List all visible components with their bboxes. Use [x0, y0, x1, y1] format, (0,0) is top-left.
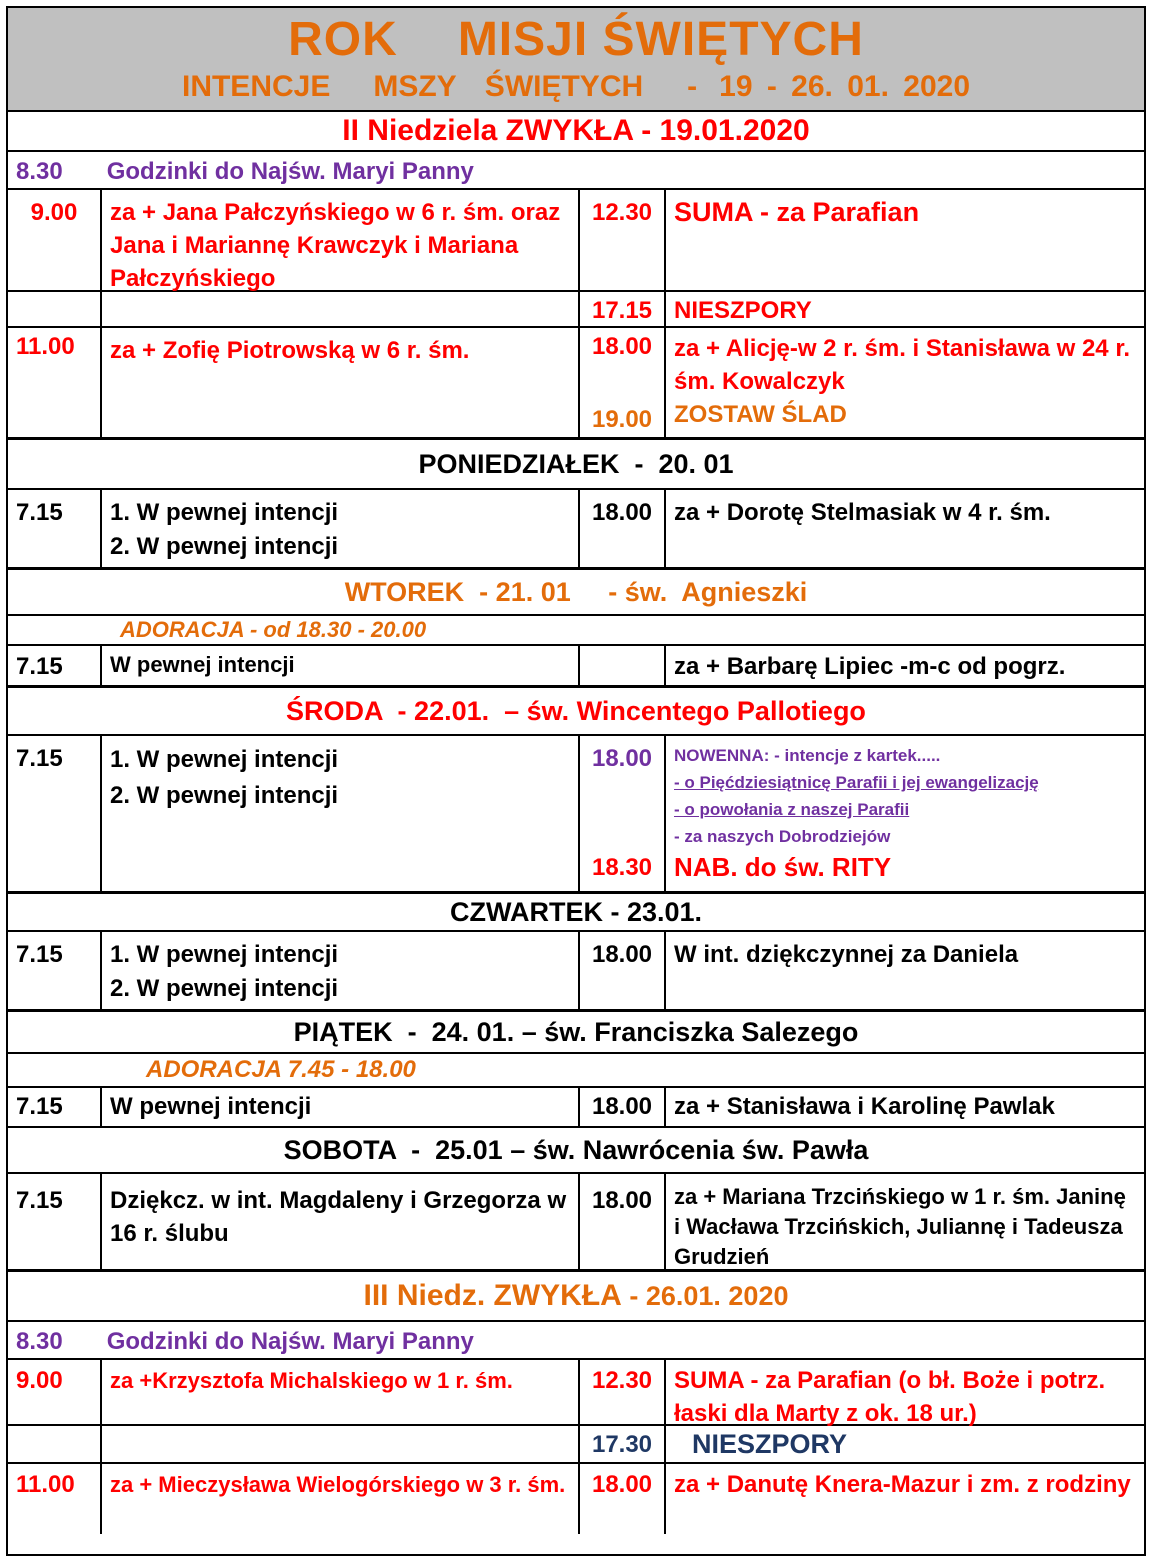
mass-intention: za + Alicję-w 2 r. śm. i Stanisława w 24 r. śm. Kowalczyk	[674, 335, 1130, 395]
mass-time: 8.30	[16, 158, 63, 185]
page-title	[8, 12, 1144, 67]
mass-time: 11.00	[16, 1471, 75, 1498]
mass-intention: W pewnej intencji	[100, 1088, 578, 1126]
page-header	[8, 8, 1144, 112]
empty-cell	[578, 646, 664, 685]
mass-time: 7.15	[16, 1093, 63, 1120]
mass-row	[8, 1360, 1144, 1426]
subtitle-intencje: INTENCJE MSZY ŚWIĘTYCH	[181, 70, 644, 103]
godzinki-text: Godzinki do Najśw. Maryi Panny	[106, 158, 474, 185]
subtitle-dates: 19 - 26. 01. 2020	[719, 70, 971, 103]
mass-row	[8, 328, 1144, 440]
godzinki-text: Godzinki do Najśw. Maryi Panny	[106, 1328, 474, 1355]
empty-cell	[100, 1426, 578, 1462]
novena-item: - o powołania z naszej Parafii	[674, 800, 910, 819]
godzinki-line	[8, 152, 1144, 188]
intention-stack	[664, 736, 1144, 891]
mass-row	[8, 932, 1144, 1012]
day-title: SOBOTA - 25.01 – św. Nawrócenia św. Pawła	[283, 1135, 869, 1165]
intention-stack	[100, 932, 578, 1009]
day-date: - 26.01. 2020	[621, 1281, 789, 1311]
mass-intention: SUMA - za Parafian (o bł. Boże i potrz. łaski dla Marty z ok. 18 ur.)	[664, 1360, 1144, 1424]
mass-time: 7.15	[16, 1187, 63, 1214]
mass-intention: za + Jana Pałczyńskiego w 6 r. śm. oraz Jana i Mariannę Krawczyk i Mariana Pałczyńskiego	[100, 190, 578, 290]
mass-time: 17.15	[578, 292, 664, 326]
day-heading-saturday	[8, 1128, 1144, 1174]
mass-intention: SUMA - za Parafian	[664, 190, 1144, 290]
day-heading-thursday	[8, 894, 1144, 932]
day-title: III Niedz. ZWYKŁA	[363, 1279, 622, 1312]
mass-time: 7.15	[16, 499, 63, 526]
day-title: ŚRODA - 22.01. – św. Wincentego Pallotiego	[286, 696, 866, 726]
godzinki-row-1	[8, 152, 1144, 190]
page-subtitle	[8, 70, 1144, 104]
godzinki-row-2	[8, 1322, 1144, 1360]
mass-intention: za + Mieczysława Wielogórskiego w 3 r. śm.	[100, 1464, 578, 1534]
intentions-sheet	[6, 6, 1146, 1556]
intention-stack	[100, 490, 578, 567]
day-title: WTOREK - 21. 01 - św. Agnieszki	[344, 577, 808, 607]
mass-time: 19.00	[591, 406, 653, 433]
empty-cell	[8, 1426, 100, 1462]
mass-intention: W pewnej intencji	[100, 646, 578, 685]
mass-intention: za + Stanisława i Karolinę Pawlak	[664, 1088, 1144, 1126]
mass-time: 18.30	[591, 854, 653, 881]
day-heading-sunday-2	[8, 1272, 1144, 1322]
mass-time: 9.00	[30, 199, 78, 226]
day-title: PIĄTEK - 24. 01. – św. Franciszka Salezego	[293, 1017, 859, 1047]
day-title: II Niedziela ZWYKŁA - 19.01.2020	[342, 114, 810, 147]
mass-intention: NIESZPORY	[664, 292, 1144, 326]
adoration-note: ADORACJA 7.45 - 18.00	[146, 1056, 416, 1083]
mass-time: 18.00	[578, 932, 664, 1009]
day-heading-sunday-1	[8, 112, 1144, 152]
mass-time: 18.00	[591, 745, 653, 772]
time-stack	[578, 736, 664, 891]
subtitle-dash: -	[687, 70, 698, 103]
mass-time: 7.15	[16, 941, 63, 968]
mass-intention: za + Danutę Knera-Mazur i zm. z rodziny	[664, 1464, 1144, 1534]
mass-intention: 2. W pewnej intencji	[110, 533, 339, 560]
day-heading-wednesday	[8, 688, 1144, 736]
mass-intention: za +Krzysztofa Michalskiego w 1 r. śm.	[100, 1360, 578, 1424]
mass-intention: za + Dorotę Stelmasiak w 4 r. śm.	[664, 490, 1144, 567]
mass-time: 9.00	[16, 1367, 63, 1394]
time-stack	[578, 328, 664, 437]
day-title: CZWARTEK - 23.01.	[449, 897, 703, 927]
mass-time: 8.30	[16, 1328, 63, 1355]
mass-time: 17.30	[578, 1426, 664, 1462]
mass-row	[8, 292, 1144, 328]
mass-row	[8, 736, 1144, 894]
mass-intention: za + Barbarę Lipiec -m-c od pogrz.	[664, 646, 1144, 685]
day-heading-tuesday	[8, 570, 1144, 616]
mass-row	[8, 1174, 1144, 1272]
mass-intention: 1. W pewnej intencji	[110, 499, 339, 526]
mass-intention: Dziękcz. w int. Magdaleny i Grzegorza w 16 r. ślubu	[100, 1174, 578, 1269]
mass-row	[8, 646, 1144, 688]
mass-intention: za + Mariana Trzcińskiego w 1 r. śm. Janinę i Wacława Trzcińskich, Juliannę i Tadeusza Grudzień	[664, 1174, 1144, 1269]
adoration-row	[8, 616, 1144, 646]
novena-label: NOWENNA:	[674, 746, 770, 765]
mass-time: 18.00	[578, 1088, 664, 1126]
mass-intention: 2. W pewnej intencji	[110, 975, 339, 1002]
mass-intention: ZOSTAW ŚLAD	[674, 401, 847, 428]
mass-intention: 2. W pewnej intencji	[110, 782, 339, 809]
mass-time: 18.00	[578, 1464, 664, 1534]
mass-row-last	[8, 1464, 1144, 1534]
mass-intention: W int. dziękczynnej za Daniela	[664, 932, 1144, 1009]
mass-time: 12.30	[578, 1360, 664, 1424]
adoration-note: ADORACJA - od 18.30 - 20.00	[120, 617, 427, 642]
title-part-misji: MISJI ŚWIĘTYCH	[457, 13, 864, 66]
mass-time: 18.00	[578, 490, 664, 567]
empty-cell	[8, 292, 100, 326]
mass-row	[8, 1426, 1144, 1464]
novena-line	[674, 742, 1136, 769]
mass-row	[8, 190, 1144, 292]
mass-intention: NIESZPORY	[664, 1426, 1144, 1462]
intention-stack	[100, 736, 578, 891]
mass-row	[8, 490, 1144, 570]
mass-time: 12.30	[578, 190, 664, 290]
mass-intention: 1. W pewnej intencji	[110, 941, 339, 968]
novena-item: - za naszych Dobrodziejów	[674, 827, 891, 846]
adoration-row	[8, 1054, 1144, 1088]
godzinki-line	[8, 1322, 1144, 1358]
empty-cell	[100, 292, 578, 326]
title-part-rok: ROK	[288, 13, 398, 66]
mass-intention: 1. W pewnej intencji	[110, 746, 339, 773]
novena-item: - o Pięćdziesiątnicę Parafii i jej ewangelizację	[674, 773, 1039, 792]
mass-row	[8, 1088, 1144, 1128]
intention-stack	[664, 328, 1144, 437]
day-heading-monday	[8, 440, 1144, 490]
novena-item: - intencje z kartek.....	[769, 746, 941, 765]
mass-intention: NAB. do św. RITY	[674, 852, 892, 882]
mass-intention: za + Zofię Piotrowską w 6 r. śm.	[100, 328, 578, 437]
mass-time: 18.00	[591, 333, 653, 360]
mass-time: 11.00	[16, 333, 75, 360]
day-title: PONIEDZIAŁEK - 20. 01	[418, 449, 734, 479]
day-heading-friday	[8, 1012, 1144, 1054]
mass-time: 7.15	[16, 745, 63, 772]
mass-time: 18.00	[578, 1174, 664, 1269]
mass-time: 7.15	[16, 653, 63, 680]
